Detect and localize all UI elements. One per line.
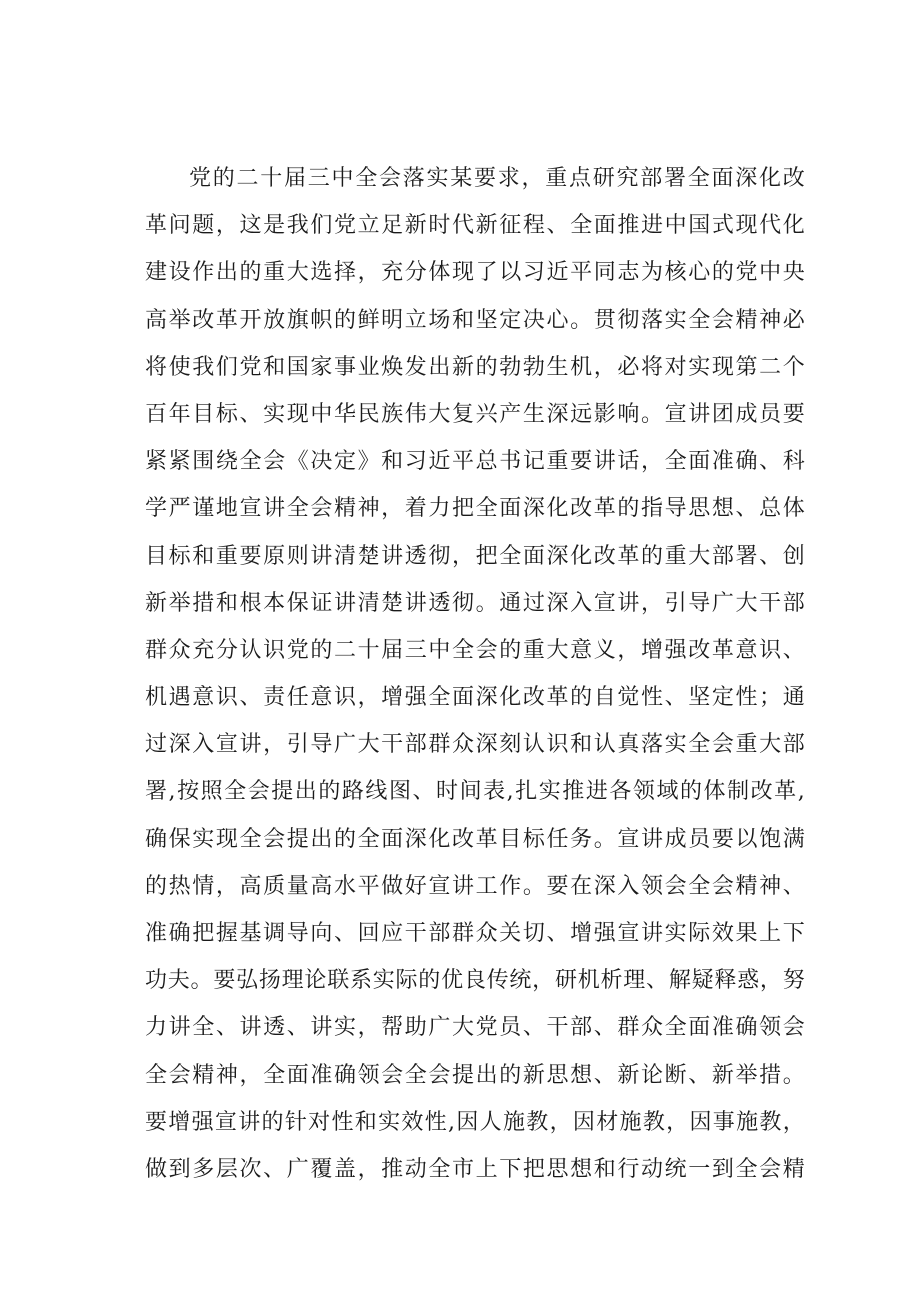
text-line: 高举改革开放旗帜的鲜明立场和坚定决心。贯彻落实全会精神必 (145, 307, 805, 333)
text-line: 要增强宣讲的针对性和实效性,因人施教，因材施教，因事施教， (145, 1109, 805, 1135)
text-line: 功夫。要弘扬理论联系实际的优良传统，研机析理、解疑释惑，努 (145, 968, 805, 994)
text-line: 紧紧围绕全会《决定》和习近平总书记重要讲话，全面准确、科 (145, 449, 805, 475)
text-line: 群众充分认识党的二十届三中全会的重大意义，增强改革意识、 (145, 637, 805, 663)
text-line: 全会精神，全面准确领会全会提出的新思想、新论断、新举措。 (145, 1062, 805, 1088)
text-line: 的热情，高质量高水平做好宣讲工作。要在深入领会全会精神、 (145, 873, 805, 899)
text-line: 将使我们党和国家事业焕发出新的勃勃生机，必将对实现第二个 (145, 354, 805, 380)
text-line: 革问题，这是我们党立足新时代新征程、全面推进中国式现代化 (145, 213, 805, 239)
text-line: 新举措和根本保证讲清楚讲透彻。通过深入宣讲，引导广大干部 (145, 590, 805, 616)
text-line: 准确把握基调导向、回应干部群众关切、增强宣讲实际效果上下 (145, 921, 805, 946)
text-line: 机遇意识、责任意识，增强全面深化改革的自觉性、坚定性；通 (145, 685, 805, 711)
text-line: 学严谨地宣讲全会精神，着力把全面深化改革的指导思想、总体 (145, 496, 805, 522)
text-line: 力讲全、讲透、讲实，帮助广大党员、干部、群众全面准确领会 (145, 1015, 805, 1041)
body-paragraph (145, 155, 805, 1193)
text-line: 过深入宣讲，引导广大干部群众深刻认识和认真落实全会重大部 (145, 732, 805, 758)
text-line: 做到多层次、广覆盖，推动全市上下把思想和行动统一到全会精 (145, 1156, 805, 1182)
text-line: 百年目标、实现中华民族伟大复兴产生深远影响。宣讲团成员要 (145, 401, 805, 427)
text-line: 确保实现全会提出的全面深化改革目标任务。宣讲成员要以饱满 (145, 826, 805, 852)
text-line: 目标和重要原则讲清楚讲透彻，把全面深化改革的重大部署、创 (145, 543, 805, 569)
text-line: 署,按照全会提出的路线图、时间表,扎实推进各领域的体制改革, (145, 779, 805, 805)
text-line: 建设作出的重大选择，充分体现了以习近平同志为核心的党中央 (145, 260, 805, 286)
text-line: 党的二十届三中全会落实某要求，重点研究部署全面深化改 (189, 166, 805, 191)
